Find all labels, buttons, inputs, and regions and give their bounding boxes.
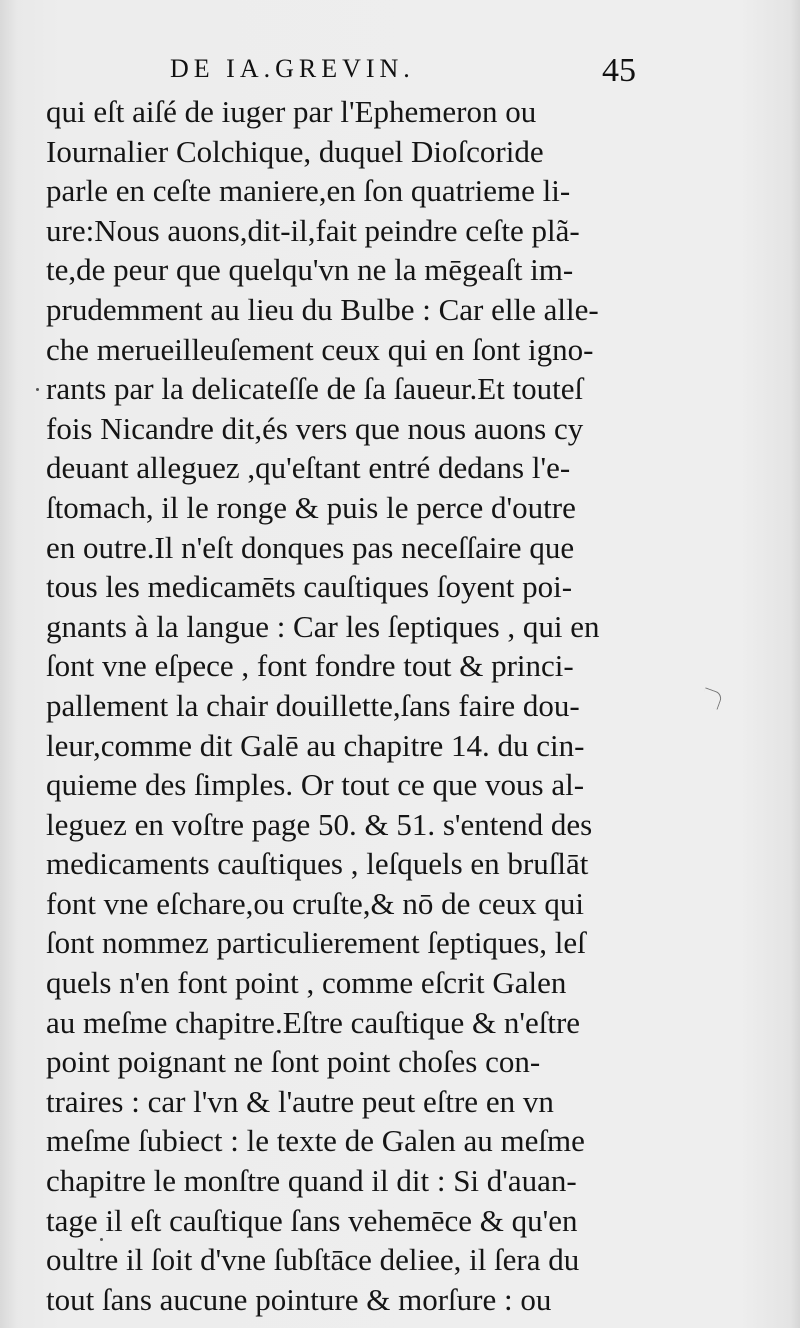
text-line: ure:Nous auons,dit-il,fait peindre ceſte plã-	[46, 212, 580, 248]
text-line: gnants à la langue : Car les ſeptiques , qui en	[46, 608, 600, 644]
text-line: au meſme chapitre.Eſtre cauſtique & n'eſtre	[46, 1004, 581, 1040]
margin-mark	[700, 687, 724, 709]
text-line: quieme des ſimples. Or tout ce que vous al-	[46, 767, 585, 803]
text-line: ſtomach, il le ronge & puis le perce d'outre	[46, 489, 576, 525]
text-line: te,de peur que quelqu'vn ne la mēgeaſt im-	[46, 252, 574, 288]
text-line: parle en ceſte maniere,en ſon quatrieme li-	[46, 173, 571, 209]
body-text	[46, 92, 646, 1319]
text-line: qui eſt aiſé de iuger par l'Ephemeron ou	[46, 94, 537, 129]
text-line: medicaments cauſtiques , leſquels en bruſlāt	[46, 846, 589, 882]
text-line: rants par la delicateſſe de ſa ſaueur.Et touteſ	[46, 371, 584, 407]
text-line: en outre.Il n'eſt donques pas neceſſaire que	[46, 529, 575, 565]
text-line: tous les medicamēts cauſtiques ſoyent poi-	[46, 569, 573, 605]
text-line: Iournalier Colchique, duquel Dioſcoride	[46, 133, 544, 169]
ink-speck	[36, 388, 39, 391]
text-line: deuant alleguez ,qu'eſtant entré dedans l'e-	[46, 450, 571, 486]
text-line: prudemment au lieu du Bulbe : Car elle alle-	[46, 291, 599, 327]
text-line: leur,comme dit Galē au chapitre 14. du cin-	[46, 727, 585, 763]
text-line: chapitre le monſtre quand il dit : Si d'auan-	[46, 1163, 577, 1199]
ink-speck	[100, 1238, 103, 1241]
text-line: meſme ſubiect : le texte de Galen au meſme	[46, 1123, 585, 1159]
text-line: quels n'en font point , comme eſcrit Galen	[46, 965, 567, 1001]
text-line: leguez en voſtre page 50. & 51. s'entend des	[46, 806, 593, 842]
text-line: che merueilleuſement ceux qui en ſont igno-	[46, 331, 594, 367]
text-line: pallement la chair douillette,ſans faire dou-	[46, 687, 580, 723]
text-line: tout ſans aucune pointure & morſure : ou	[46, 1281, 552, 1317]
text-line: font vne eſchare,ou cruſte,& nō de ceux qui	[46, 885, 584, 921]
text-line: point poignant ne ſont point choſes con-	[46, 1044, 541, 1080]
text-line: tage il eſt cauſtique ſans vehemēce & qu'en	[46, 1202, 578, 1238]
running-head: DE IA.GREVIN.	[170, 54, 415, 83]
text-line: oultre il ſoit d'vne ſubſtāce deliee, il ſera du	[46, 1242, 580, 1278]
text-line: ſont vne eſpece , font fondre tout & princi-	[46, 648, 574, 684]
page-number: 45	[602, 52, 636, 89]
text-line: ſont nommez particulierement ſeptiques, leſ	[46, 925, 586, 961]
text-line: traires : car l'vn & l'autre peut eſtre en vn	[46, 1083, 554, 1119]
text-line: fois Nicandre dit,és vers que nous auons cy	[46, 410, 584, 446]
